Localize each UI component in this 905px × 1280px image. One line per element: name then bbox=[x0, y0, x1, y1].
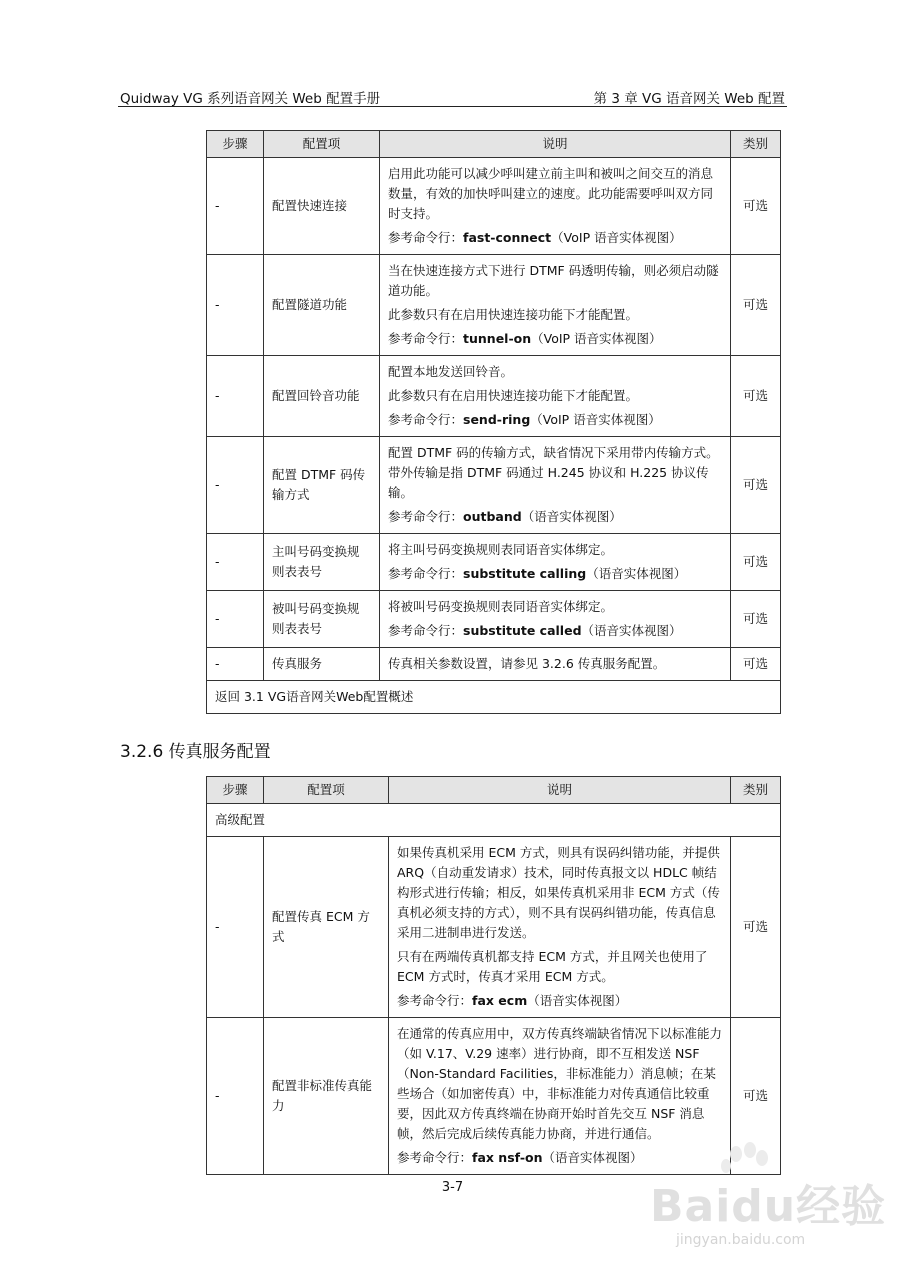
watermark-logo: Baidu经验 bbox=[650, 1181, 887, 1232]
col-header-category: 类别 bbox=[731, 777, 781, 804]
command-view: （语音实体视图） bbox=[586, 566, 687, 581]
table-row bbox=[207, 534, 781, 591]
header-chapter-title: 第 3 章 VG 语音网关 Web 配置 bbox=[593, 91, 785, 107]
description-cell bbox=[380, 534, 731, 591]
table-header-row bbox=[207, 131, 781, 158]
reference-prefix: 参考命令行： bbox=[388, 509, 464, 524]
category-cell: 可选 bbox=[731, 648, 781, 681]
step-cell: - bbox=[207, 356, 264, 437]
description-text: 启用此功能可以减少呼叫建立前主叫和被叫之间交互的消息数量，有效的加快呼叫建立的速度。此功能需要呼叫双方同时支持。 bbox=[388, 166, 714, 221]
config-item-cell: 被叫号码变换规则表表号 bbox=[264, 591, 380, 648]
config-item-cell: 配置回铃音功能 bbox=[264, 356, 380, 437]
reference-prefix: 参考命令行： bbox=[388, 623, 464, 638]
table-row bbox=[207, 255, 781, 356]
command-name: outband bbox=[463, 509, 522, 524]
col-header-desc: 说明 bbox=[380, 131, 731, 158]
table-header-row bbox=[207, 777, 781, 804]
step-cell: - bbox=[207, 437, 264, 534]
table-row bbox=[207, 356, 781, 437]
group-label: 高级配置 bbox=[207, 804, 781, 837]
step-cell: - bbox=[207, 591, 264, 648]
watermark-url: jingyan.baidu.com bbox=[676, 1232, 806, 1248]
config-item-cell: 配置非标准传真能力 bbox=[264, 1018, 389, 1175]
category-cell: 可选 bbox=[731, 837, 781, 1018]
description-cell bbox=[380, 591, 731, 648]
step-cell: - bbox=[207, 1018, 264, 1175]
table-row bbox=[207, 648, 781, 681]
config-item-cell: 主叫号码变换规则表表号 bbox=[264, 534, 380, 591]
reference-prefix: 参考命令行： bbox=[388, 331, 464, 346]
table-row bbox=[207, 437, 781, 534]
command-name: substitute calling bbox=[463, 566, 587, 581]
description-text: 当在快速连接方式下进行 DTMF 码透明传输，则必须启动隧道功能。 bbox=[388, 263, 719, 298]
category-cell: 可选 bbox=[731, 591, 781, 648]
step-cell: - bbox=[207, 648, 264, 681]
config-item-cell: 配置 DTMF 码传输方式 bbox=[264, 437, 380, 534]
reference-command bbox=[397, 991, 722, 1011]
header-rule bbox=[118, 106, 787, 107]
reference-command bbox=[388, 410, 722, 430]
col-header-step: 步骤 bbox=[207, 131, 264, 158]
description-text: 此参数只有在启用快速连接功能下才能配置。 bbox=[388, 388, 639, 403]
config-table-1 bbox=[206, 130, 781, 714]
group-row bbox=[207, 804, 781, 837]
category-cell: 可选 bbox=[731, 1018, 781, 1175]
category-cell: 可选 bbox=[731, 158, 781, 255]
description-cell bbox=[380, 158, 731, 255]
step-cell: - bbox=[207, 837, 264, 1018]
description-cell bbox=[380, 437, 731, 534]
description-cell bbox=[380, 648, 731, 681]
description-cell bbox=[380, 255, 731, 356]
description-text: 传真相关参数设置，请参见 3.2.6 传真服务配置。 bbox=[388, 656, 666, 671]
command-name: tunnel-on bbox=[463, 331, 532, 346]
description-text: 如果传真机采用 ECM 方式，则具有误码纠错功能，并提供 ARQ（自动重发请求）技术，同时传真报文以 HDLC 帧结构形式进行传输；相反，如果传真机采用非 ECM 方式（传真机必须支持的方式），则不具有误码纠错功能，传真信息采用二进制串进行发送。 bbox=[397, 845, 720, 940]
config-item-cell: 传真服务 bbox=[264, 648, 380, 681]
category-cell: 可选 bbox=[731, 255, 781, 356]
table-row bbox=[207, 591, 781, 648]
command-name: substitute called bbox=[463, 623, 582, 638]
col-header-item: 配置项 bbox=[264, 777, 389, 804]
col-header-desc: 说明 bbox=[389, 777, 731, 804]
config-item-cell: 配置快速连接 bbox=[264, 158, 380, 255]
description-text: 将被叫号码变换规则表同语音实体绑定。 bbox=[388, 599, 614, 614]
reference-command bbox=[388, 564, 722, 584]
page-number: 3-7 bbox=[441, 1180, 464, 1195]
category-cell: 可选 bbox=[731, 437, 781, 534]
reference-command bbox=[388, 507, 722, 527]
description-text: 配置本地发送回铃音。 bbox=[388, 364, 514, 379]
description-text: 此参数只有在启用快速连接功能下才能配置。 bbox=[388, 307, 639, 322]
table-row bbox=[207, 837, 781, 1018]
reference-command bbox=[388, 621, 722, 641]
reference-command bbox=[388, 228, 722, 248]
reference-prefix: 参考命令行： bbox=[397, 993, 473, 1008]
section-title: 3.2.6 传真服务配置 bbox=[120, 742, 271, 762]
command-view: （语音实体视图） bbox=[527, 993, 628, 1008]
config-table-2 bbox=[206, 776, 781, 1175]
category-cell: 可选 bbox=[731, 356, 781, 437]
description-cell bbox=[389, 837, 731, 1018]
description-text: 将主叫号码变换规则表同语音实体绑定。 bbox=[388, 542, 614, 557]
command-view: （语音实体视图） bbox=[542, 1150, 643, 1165]
command-view: （VoIP 语音实体视图） bbox=[551, 230, 682, 245]
table-row bbox=[207, 158, 781, 255]
command-name: fast-connect bbox=[463, 230, 552, 245]
reference-command bbox=[388, 329, 722, 349]
config-item-cell: 配置传真 ECM 方式 bbox=[264, 837, 389, 1018]
reference-prefix: 参考命令行： bbox=[388, 412, 464, 427]
description-text: 只有在两端传真机都支持 ECM 方式，并且网关也使用了 ECM 方式时，传真才采用 ECM 方式。 bbox=[397, 949, 708, 984]
config-item-cell: 配置隧道功能 bbox=[264, 255, 380, 356]
command-view: （语音实体视图） bbox=[521, 509, 622, 524]
table-footer-row bbox=[207, 681, 781, 714]
col-header-step: 步骤 bbox=[207, 777, 264, 804]
command-name: fax nsf-on bbox=[472, 1150, 543, 1165]
command-view: （VoIP 语音实体视图） bbox=[531, 331, 662, 346]
command-name: send-ring bbox=[463, 412, 531, 427]
command-name: fax ecm bbox=[472, 993, 528, 1008]
command-view: （语音实体视图） bbox=[581, 623, 682, 638]
col-header-item: 配置项 bbox=[264, 131, 380, 158]
reference-prefix: 参考命令行： bbox=[388, 230, 464, 245]
command-view: （VoIP 语音实体视图） bbox=[530, 412, 661, 427]
reference-prefix: 参考命令行： bbox=[388, 566, 464, 581]
description-text: 配置 DTMF 码的传输方式，缺省情况下采用带内传输方式。带外传输是指 DTMF 码通过 H.245 协议和 H.225 协议传输。 bbox=[388, 445, 719, 500]
col-header-category: 类别 bbox=[731, 131, 781, 158]
step-cell: - bbox=[207, 158, 264, 255]
step-cell: - bbox=[207, 534, 264, 591]
step-cell: - bbox=[207, 255, 264, 356]
description-text: 在通常的传真应用中，双方传真终端缺省情况下以标准能力（如 V.17、V.29 速率）进行协商，即不互相发送 NSF（Non-Standard Facilities，非标准能力）消息帧；在某些场合（如加密传真）中，非标准能力对传真通信比较重要，因此双方传真终端在协商开始时首先交互 NSF 消息帧，然后完成后续传真能力协商，并进行通信。 bbox=[397, 1026, 723, 1141]
category-cell: 可选 bbox=[731, 534, 781, 591]
back-link[interactable]: 返回 3.1 VG语音网关Web配置概述 bbox=[207, 681, 781, 714]
description-cell bbox=[380, 356, 731, 437]
reference-prefix: 参考命令行： bbox=[397, 1150, 473, 1165]
header-left-title: Quidway VG 系列语音网关 Web 配置手册 bbox=[120, 91, 381, 107]
